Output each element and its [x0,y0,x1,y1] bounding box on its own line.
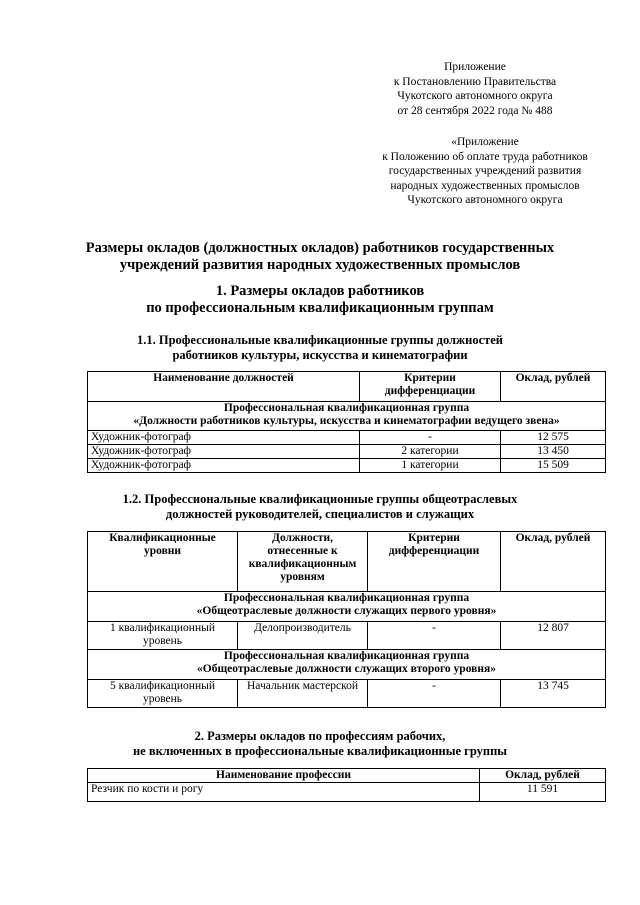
column-header: Критерии дифференциации [368,532,501,592]
group-line: Профессиональная квалификационная группа [223,592,470,604]
appendix-line: Чукотского автономного округа [397,90,553,102]
section-line: работников культуры, искусства и кинематографии [172,348,468,362]
qualification-group-row [88,402,606,431]
appendix-line: Приложение [444,61,506,73]
section-line: 1.2. Профессиональные квалификационные группы общеотраслевых [122,492,518,506]
appendix-line: Чукотского автономного округа [407,194,563,206]
section-1-2-heading [60,492,580,522]
appendix-line: от 28 сентября 2022 года № 488 [397,104,553,117]
section-line: по профессиональным квалификационным группам [146,300,494,316]
column-header: Наименование профессии [88,769,480,783]
level-cell: 1 квалификационный уровень [88,622,238,650]
section-line: 1. Размеры окладов работников [215,283,425,299]
column-header: Оклад, рублей [501,372,606,402]
column-header: Наименование должностей [88,372,360,402]
appendix-line: государственных учреждений развития [388,165,582,177]
position-cell: Делопроизводитель [238,622,368,650]
column-header: Должности, отнесенные к квалификационным уровням [238,532,368,592]
appendix-line: к Постановлению Правительства [393,75,557,88]
position-cell: Художник-фотограф [88,431,360,445]
group-line: «Общеотраслевые должности служащих первого уровня» [196,605,497,617]
title-line: учреждений развития народных художественных промыслов [119,257,521,273]
criteria-cell: - [360,431,501,445]
group-line: «Должности работников культуры, искусства и кинематографии ведущего звена» [133,415,560,427]
level-cell: 5 квалификационный уровень [88,680,238,708]
table-row [88,680,606,708]
table-worker-professions [87,768,606,802]
title-line: Размеры окладов (должностных окладов) работников государственных [85,240,555,256]
qualification-group-row [88,650,606,680]
criteria-cell: 2 категории [360,445,501,459]
appendix-line: к Положению об оплате труда работников [382,150,588,163]
appendix-line: народных художественных промыслов [390,179,580,192]
section-line: 2. Размеры окладов по профессиям рабочих, [194,729,446,743]
qualification-group-row [88,592,606,622]
section-1-heading [60,283,580,317]
table-row [88,445,606,459]
group-line: Профессиональная квалификационная группа [223,650,470,662]
salary-cell: 12 575 [501,431,606,445]
position-cell: Художник-фотограф [88,445,360,459]
criteria-cell: - [368,680,501,708]
criteria-cell: 1 категории [360,459,501,473]
profession-cell: Резчик по кости и рогу [88,783,480,802]
table-row [88,431,606,445]
section-1-1-heading [60,333,580,363]
section-line: не включенных в профессиональные квалификационные группы [132,744,508,758]
column-header: Квалификационные уровни [88,532,238,592]
position-cell: Начальник мастерской [238,680,368,708]
table-culture-positions [87,371,606,473]
salary-cell: 13 450 [501,445,606,459]
position-cell: Художник-фотограф [88,459,360,473]
column-header: Критерии дифференциации [360,372,501,402]
group-line: Профессиональная квалификационная группа [223,402,470,414]
section-line: 1.1. Профессиональные квалификационные группы должностей [136,333,504,347]
column-header: Оклад, рублей [501,532,606,592]
salary-cell: 15 509 [501,459,606,473]
criteria-cell: - [368,622,501,650]
table-row [88,783,606,802]
appendix-line: «Приложение [451,136,519,148]
group-line: «Общеотраслевые должности служащих второго уровня» [197,663,496,675]
salary-cell: 12 807 [501,622,606,650]
regulation-appendix-header [355,135,615,208]
section-line: должностей руководителей, специалистов и служащих [165,507,475,521]
column-header: Оклад, рублей [480,769,606,783]
salary-cell: 13 745 [501,680,606,708]
table-general-positions [87,531,606,708]
appendix-header [355,60,595,118]
salary-cell: 11 591 [480,783,606,802]
table-row [88,459,606,473]
section-2-heading [60,729,580,759]
document-title [60,240,580,274]
table-row [88,622,606,650]
